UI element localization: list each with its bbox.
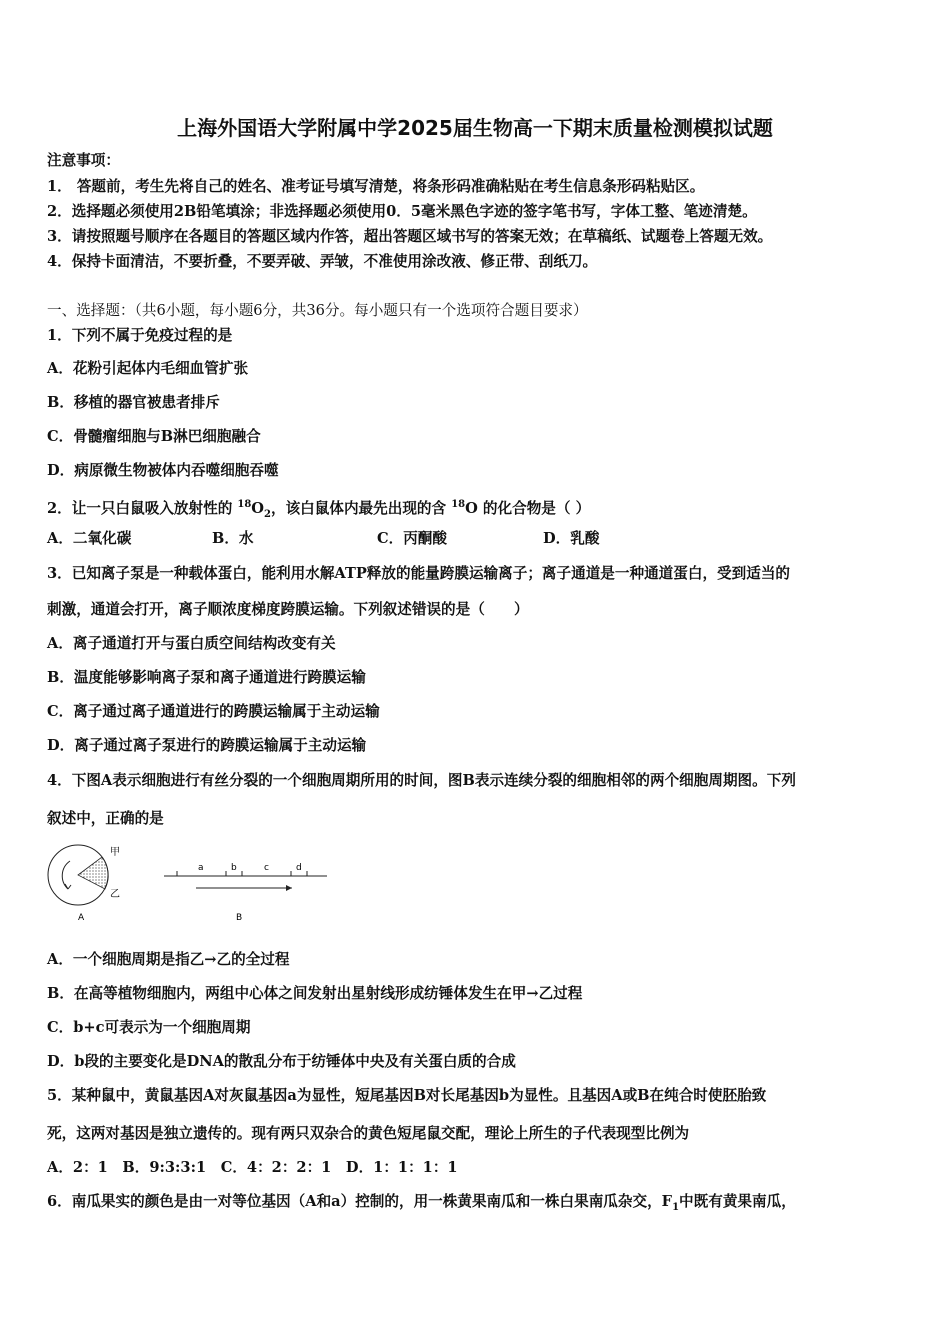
q2-o2: O: [251, 499, 265, 517]
q3-option-b: B．温度能够影响离子泵和离子通道进行跨膜运输: [47, 669, 366, 686]
q1-option-c: C．骨髓瘤细胞与B淋巴细胞融合: [47, 428, 261, 445]
mitosis-sector: [78, 857, 108, 889]
q2-stem-c: 的化合物是（ ）: [477, 499, 591, 517]
q3-stem-line-1: 3．已知离子泵是一种载体蛋白，能利用水解ATP释放的能量跨膜运输离子；离子通道是一种通道蛋白，受到适当的: [47, 565, 791, 582]
q5-options: A．2：1 B．9:3:3:1 C．4：2：2：1 D．1：1：1：1: [47, 1159, 458, 1176]
segment-d: d: [296, 863, 302, 873]
q1-stem: 1．下列不属于免疫过程的是: [47, 327, 233, 344]
label-yi: 乙: [110, 889, 120, 900]
q2-isotope-1: 18: [237, 499, 252, 510]
label-fig-a: A: [78, 913, 85, 923]
label-jia: 甲: [110, 847, 120, 858]
q4-option-c: C．b+c可表示为一个细胞周期: [47, 1019, 251, 1036]
q2-option-d: D．乳酸: [543, 530, 600, 547]
q2-option-c: C．丙酮酸: [377, 530, 447, 547]
q2-isotope-2: 18: [451, 499, 466, 510]
q2-stem: [47, 495, 909, 525]
segment-a: a: [198, 863, 204, 873]
q2-stem-b: ，该白鼠体内最先出现的含: [270, 499, 452, 517]
notice-item-4: 4．保持卡面清洁，不要折叠，不要弄破、弄皱，不准使用涂改液、修正带、刮纸刀。: [47, 253, 598, 270]
q2-num: 2．: [47, 499, 72, 517]
section-heading: 一、选择题：（共6小题，每小题6分，共36分。每小题只有一个选项符合题目要求）: [47, 302, 588, 319]
q4-stem-line-1: 4．下图A表示细胞进行有丝分裂的一个细胞周期所用的时间，图B表示连续分裂的细胞相邻的两个细胞周期图。下列: [47, 772, 796, 789]
q1-option-d: D．病原微生物被体内吞噬细胞吞噬: [47, 462, 279, 479]
q4-option-b: B．在高等植物细胞内，两组中心体之间发射出星射线形成纺锤体发生在甲→乙过程: [47, 985, 583, 1002]
cell-cycle-diagram: [44, 843, 344, 928]
q4-stem-line-2: 叙述中，正确的是: [47, 810, 164, 827]
q1-option-a: A．花粉引起体内毛细血管扩张: [47, 360, 249, 377]
q3-option-c: C．离子通过离子通道进行的跨膜运输属于主动运输: [47, 703, 380, 720]
q2-o: O: [465, 499, 478, 517]
page-title: 上海外国语大学附属中学2025届生物高一下期末质量检测模拟试题: [177, 116, 773, 140]
notice-item-3: 3．请按照题号顺序在各题目的答题区域内作答，超出答题区域书写的答案无效；在草稿纸、试题卷上答题无效。: [47, 228, 773, 245]
q5-stem-line-2: 死，这两对基因是独立遗传的。现有两只双杂合的黄色短尾鼠交配，理论上所生的子代表现型比例为: [47, 1125, 690, 1142]
q5-stem-line-1: 5．某种鼠中，黄鼠基因A对灰鼠基因a为显性，短尾基因B对长尾基因b为显性。且基因A或B在纯合时使胚胎致: [47, 1087, 767, 1104]
q6-f1-sub: 1: [672, 1201, 680, 1213]
label-fig-b: B: [236, 913, 243, 923]
direction-arrow-head: [286, 885, 292, 891]
notice-heading: 注意事项：: [47, 152, 120, 169]
notice-item-1: 1． 答题前，考生先将自己的姓名、准考证号填写清楚，将条形码准确粘贴在考生信息条形码粘贴区。: [47, 178, 705, 195]
q4-option-d: D．b段的主要变化是DNA的散乱分布于纺锤体中央及有关蛋白质的合成: [47, 1053, 516, 1070]
q3-option-a: A．离子通道打开与蛋白质空间结构改变有关: [47, 635, 336, 652]
q2-o2-sub: 2: [264, 508, 271, 520]
segment-b: b: [231, 863, 237, 873]
q3-stem-line-2: 刺激，通道会打开，离子顺浓度梯度跨膜运输。下列叙述错误的是（ ）: [47, 601, 529, 618]
cell-cycle-figure: [44, 843, 344, 932]
notice-item-2: 2．选择题必须使用2B铅笔填涂；非选择题必须使用0．5毫米黑色字迹的签字笔书写，字体工整、笔迹清楚。: [47, 203, 757, 220]
q2-stem-a: 让一只白鼠吸入放射性的: [71, 499, 238, 517]
q6-stem-a: 6．南瓜果实的颜色是由一对等位基因（A和a）控制的，用一株黄果南瓜和一株白果南瓜杂交，F: [47, 1193, 673, 1210]
q3-option-d: D．离子通过离子泵进行的跨膜运输属于主动运输: [47, 737, 367, 754]
q1-option-b: B．移植的器官被患者排斥: [47, 394, 220, 411]
q2-option-b: B．水: [212, 530, 254, 547]
segment-c: c: [264, 863, 269, 873]
q6-stem: [47, 1192, 909, 1218]
q4-option-a: A．一个细胞周期是指乙→乙的全过程: [47, 951, 290, 968]
cycle-arrow-arc: [62, 861, 70, 889]
q6-stem-b: 中既有黄果南瓜，: [679, 1193, 796, 1210]
q2-option-a: A．二氧化碳: [47, 530, 132, 547]
